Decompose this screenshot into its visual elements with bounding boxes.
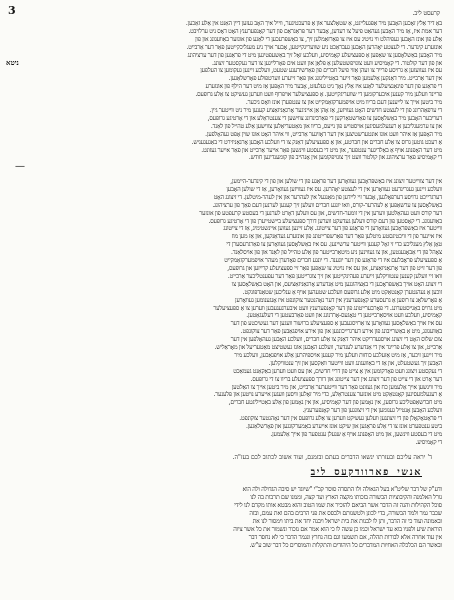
text-line: באַשלאָסען צו ערשאַפען אַ לעהרער-קורס, וואו יונגע חברים וועלען זיך קענען לערנען דעם פאַך פון ערציהונג. xyxy=(212,201,442,209)
text-line: באַוועגונג, מיט אַ באַשרייבונג פון אירע דערגרייכונגען און פון אירע אויפגאַבען פאַר דער צוקונפט. xyxy=(240,328,442,336)
text-line: די זיצונג האָט אויך באַשפּראָכען די באַציהונגען מיט אַנדערע אָרגאַניזאַציעס, און האָט באַשלאָסען צו xyxy=(231,280,442,288)
text-line: צום שלוס האָט די זיצונג אויסגעדריקט איהר דאַנק צו אַלע חברים, וועלכע האָבען געהאָלפען אין דער xyxy=(230,336,442,344)
text-line: אונזערע קינדער. די לעצטע יאָהרען האָבען געבראַכט ניע שוועריגקייטען, אָבער אויך ניע מעגליכקייטען פאַר דער אַרבייט. xyxy=(186,43,442,51)
margin-dash: — xyxy=(15,161,25,172)
text-line: מיט חברשאַפטליכע גרוסען, אין נאָמען פון דער קאָמיסיע, און אין נאָמען פון אַלע באַטייליגטע חברים, xyxy=(228,399,442,407)
text-line: קאָמיסיע, וועלכע וועט אויסאַרבייטען די טאָגעס-אָרדנונג און וועט פאַרבעטען די דעלעגאַטען. xyxy=(246,312,442,320)
text-line: פון דער זייט פון דער אָרגאַניזאַציע, און עס איז נויטיג צו שאַפען פאַר זיי ספּעציעלע קרייזען און גרופּעס, xyxy=(227,264,442,272)
text-line: מיט די בעסטע ווינשען, און מיט האָפנונג אויף אַ שנעלן ענטפער פון אייך אַלעמען. xyxy=(270,431,442,438)
text-line: ביטע ענטפערט אונז צו די אַלע פראַגען און שיקט אונז אייערע באַמערקונגען און פאָרשלאַגען. xyxy=(245,423,442,431)
text-line: מיט גרויס באַגייסטערונג. די פאָרבערייטונג פון דער קאָנפערענץ וועט איבערגעגעבען ווערען צו אַ ספּעציעלער xyxy=(213,304,442,312)
text-line: די קאָמיסיע פאַר ערציהונג און קולטור וועט זיך צונויפקומען אין אָנהייב פון קומענדיגען חודש. xyxy=(248,154,442,162)
text-line: גורל האלמנה והקיבוציות הבשורה בזכותו מקצה הארץ ועד קצה, וממנו שם תרבות בה לנו xyxy=(250,494,442,501)
text-line: דעריבער האָבען מיר באַשלאָסען צו פאַרשטאַרקען די פאַרבינדונג צווישען די צענטראַלע און די אָרטיגע גרופּעס, xyxy=(207,114,442,122)
text-line: מיר זיינען זיכער, אַז מיט אַזעלכע כוחות וועלען מיר קענען אויספיהרען אַלע אויפגאַבען, וועלכע מיר xyxy=(234,351,442,359)
text-line: אין עוד אחרה אלא לבורות תהלה, אם תשמעו וגם בזה נחרץ ונגמר הדבר כי לא נחסר דבר xyxy=(248,534,442,541)
text-line: אַרבייט, און צו אַלע פריינד אין די אַנדערע לענדער, וועלכע האָבען אונז געשטיצט מאַטעריעל און מאָראַליש. xyxy=(214,344,442,352)
text-line: איז איינער פון די וויכטיגסטע מיטלען פאַר דער פאַרשפּרייטונג פון אונזערע געדאַנקען, און אַז מען מוז xyxy=(231,233,442,241)
section-title: אנשי פארוודקעס ליב xyxy=(310,467,422,478)
text-line: שכבר גמר ולמד הבשורה, בדי לכונן ולטשנותם ולבסס את פני הרבים בהם ואת עמם, ובזה xyxy=(249,510,442,517)
text-line: הוראת שיע ולפניו בוא עד ישראל וכמו כן עשה לו כי הוא אמר אם נזכור ונשמור את כל אשר ציוה xyxy=(233,526,442,533)
body-paragraph-3 xyxy=(10,486,442,574)
text-line: אַ פאָרשלאַג צו רופען אַ גרעסערע קאָנפערענץ אין דער נאָהנטער צוקונפט איז אָנגענומען געוואָרען xyxy=(235,296,442,304)
text-line: אַ רעגעלמעסיגען קאָנטאַקט מיט אונזער צענטראַלע, כדי מיר זאָלען וויסען וועגען אייערע נויטען און פּלענער. xyxy=(213,391,442,399)
text-line: וועלכע האָבען אָנטייל גענומען אין די זיצונגען פון דער קאָנפערענץ. xyxy=(302,407,442,415)
text-line: אַלע פון אונז האָבען געפיהלט ווי נויטיג עס איז צו פאַרזאַמלען זיך, צו באַשפּרעכען די לאַגע פון אונזער באַוועגונג און פון xyxy=(195,35,442,43)
text-line: און פון דער קולטור. די קאָמיסיע וועט צונויפשטעלען אַ פּלאַן און וועט אים פאָרלייגען צו דער נעקסטער זיצונג. xyxy=(211,59,442,67)
text-line: דער אמת איז, אַז מיר האָבען געהאַט פיעל צו רעדען, אָבער דער פּראַגראַם פון דער קאָנפערענץ האָט דאָס ניט ערלויבט. xyxy=(188,27,442,35)
text-line: מיט דער האָפנונג אויף אַ באַלדיגער ענטפער, און מיט די בעסטע ווינשען פאַר אייער אַרבייט און פאַר אייער געזונט. xyxy=(201,146,442,154)
text-line: דערגרייכט גרויסע דערפאָלגען, אָבער זיי ליידען פון מאַנגעל אין לעהרער און אין לעהר-מיטלען. די זיצונג האָט xyxy=(213,193,442,201)
text-line: דער קורס וועט געהאַלטען ווערען אין די זומער-חדשים, און עס וועלען דאָרט לערנען די בעסטע קרעפטע פון אונזער xyxy=(199,209,442,217)
margin-handwritten-note: ניטא xyxy=(6,58,19,67)
text-line: די נעקסטע זיצונג וועט פאָרקומען אין אַ צייט פון דריי חדשים, און עס וועט ווערען באַקאַנט געמאַכט xyxy=(233,367,442,375)
text-line: עס איז אויך באַשלאָסען געוואָרען צו אַרויסגעבען אַ ספּעציעלע ברושור וועגען דער געשיכטע פון דער xyxy=(230,320,442,328)
text-line: ובאמונה ועוד כי זה הדבר, ותן לו לבנות את בית ישראל ויבנה יחד את ביתו וימסור לנו את xyxy=(252,518,442,525)
text-line: אין דער צווייטער זיצונג איז באַשפּראָכען געוואָרען דער פראַגע פון די שולען און פון די קינדער-היימען, xyxy=(230,178,442,185)
text-line: מיר האָפען אַז איהר וועט אונז אונטערשטיצען אין דער דאָזיגער אַרבייט, ווי איהר האָט אונז שוין אָפט געהאָלפען. xyxy=(205,130,442,138)
text-line: ובאשר הם הכלכלה האחיות המדברים כל היהודים והתקלות והמוסרים כל דבר שוב ע"ש. xyxy=(249,542,442,549)
text-line: עס איז געוועזען אַ גרויסע פרייד צו זעהן אַזוי פיעל חברים פון פאַרשידענע שטעט, וועלכע זיינען געקומען צו העלפען xyxy=(200,67,442,75)
page-corner-mark: 3 xyxy=(8,4,16,17)
body-paragraph-1 xyxy=(10,20,442,172)
text-line: פריינד וועלען מיר קענען איבערקומען די שוועריגקייטען. אַ ספּעציעלער אויפרוף וועט ווערען געשיקט צו אַלע גרופּעס. xyxy=(195,91,442,99)
body-paragraph-2 xyxy=(10,178,442,448)
text-line: מיר האָבען באַשלאָסען צו שאַפען אַ ספּעציעלע קאָמיסיע, וועלכע זאָל זיך באַשעפטיגען מיט די פראַגען פון דער ערציהונג xyxy=(187,51,442,59)
text-line: סוכל הקהילות והנה זה הדבר אשר הביאם להזכיר את שמו הטוב והוא מבטא אותו מקדם לנו לידי xyxy=(234,502,442,509)
text-line: באַ דיר אַלץ זאָכען האָבען מיר אַפּגעלייגט, אַ שטאָלצער און אַ פּרעכטיגער, ווייל איך האָב געזען דיין האַנט אין אַלע זאַכען. xyxy=(185,20,442,27)
text-line: וועלכע זיינען געגרינדעט געוואָרען אין די לעצטע יאָהרען. עס איז געוויזען געוואָרען, אַז די שולען האָבען xyxy=(226,185,442,193)
text-line: באַוועגונג. די קאָסטען פון דעם קורס וועלען געדעקט ווערען דורך ספּעציעלע ביישטייערן פון די אָרטיגע גרופּעס. xyxy=(208,217,442,225)
text-line: מיר ביטען אייך צו לייענען דעם בריוו מיט אויפמערקזאַמקייט און צו ענטפערן אונז וואָס גיכער. xyxy=(245,99,442,107)
text-line: ודע"ק של דבר שליט"א בעל הגאולה ולו התסדה סוסר קב"י "שיוגד יש סיבה הגדולה ולה הוא xyxy=(242,486,442,493)
opening-line: קרעסט ליב. xyxy=(412,10,440,17)
text-line: די ערפאַהרונג פון די לעצטע חדשים האָט געוויזען, אַז אָהן אַן אייניגער אָרגאַניזאַציע קענען מיר ניט ווייטער גיין. xyxy=(209,106,442,114)
text-line: ווייטער איז באַשפּראָכען געוואָרען די פראַגע פון דער צייטונג. אַלע זיינען געווען איינשטימיג, אַז די צייטונג xyxy=(223,225,442,233)
text-line: אַ ספּעציעלע פּראָבלעם איז די פראַגע פון דער יוגענד. די יונגע חברים פאָדערן מעהר אויפמערקזאַמקייט xyxy=(224,257,442,265)
text-line: אין דער אַרבייט. מיר דאַנקען אַלעמען פאַר זייער באַטייליגונג און פאַר זייערע ווערטפולע פאָרשלאַגען. xyxy=(228,75,442,83)
text-line: די פראַגע פון דער פינאַנציעלער לאַגע איז אַלץ נאָך ניט געלעזט, אָבער מיר האָפען אַז מיט דער הילף פון אונזערע xyxy=(205,83,442,91)
text-line: וואו זיי וועלען קענען ענטוויקלען זייערע פעהיגקייטען און זיך צוגרייטען פאַר דער עפענטליכער אַרבייט. xyxy=(227,272,442,280)
text-line: אַ רעכט גוטען גרוס צו אַלע חברים און חברטע, און אַ ספּעציעלען דאַנק צו די וועלכע האָבען אָרגאַניזירט די באַגעגעניש. xyxy=(191,138,442,146)
text-line: די קאָמיסיע. xyxy=(415,438,442,446)
text-line: די פּראָטאָקאָלן פון די זיצונגען וועלען געשיקט ווערען צו אַלע גרופּעס אין דער נאָהנטער צוקונפט. xyxy=(239,415,442,423)
text-line: זוכען אַ נעהנטערן קאָנטאַקט מיט אַלע גרופּעס וועלכע שטעהען אויף אַ ענליכען שטאַנדפּונקט. xyxy=(242,288,442,296)
text-line: האָבען זיך געשטעלט, און אַז די באַוועגונג וועט ווייטער וואַקסען און זיך ענטוויקלען. xyxy=(268,359,442,367)
text-line: טאָן אַלץ מעגליכע כדי זי זאָל קענען ווייטער ערשיינען. עס איז באַשלאָסען געוואָרען צו פאַרגרעסערן די xyxy=(226,241,442,249)
text-line: דער אָרט און די צייט פון דער זיצונג אין דער צייטונג און דורך ספּעציעלע בריוו צו די גרופּעס. xyxy=(250,375,442,383)
text-line: און צו ערמעגליכען אַ רעגעלמעסיגען אויסטויש פון נייעס, בריוו און מאַטעריאַלען צווישען אַלע טהייל פון לאַנד. xyxy=(210,122,442,130)
text-line: צאָהל פון די אַבאָנענטען, און צו געווינען ניע מיטאַרבייטער פון אַלע טהייל פון לאַנד און פון אויסלאַנד. xyxy=(230,249,442,257)
text-line: מיר ווינשען אייך אַלעמען כח און געזונט פאַר דער ווייטערער אַרבייט, און מיר ביטען אייך צו האַלטען xyxy=(231,383,442,391)
closing-line: ד' יראה עליכם ובעזרתו ינשאו הדברים בעתם ובזמנם, ועוד אשוב לכתוב לכם בעז"ה. xyxy=(232,454,432,461)
